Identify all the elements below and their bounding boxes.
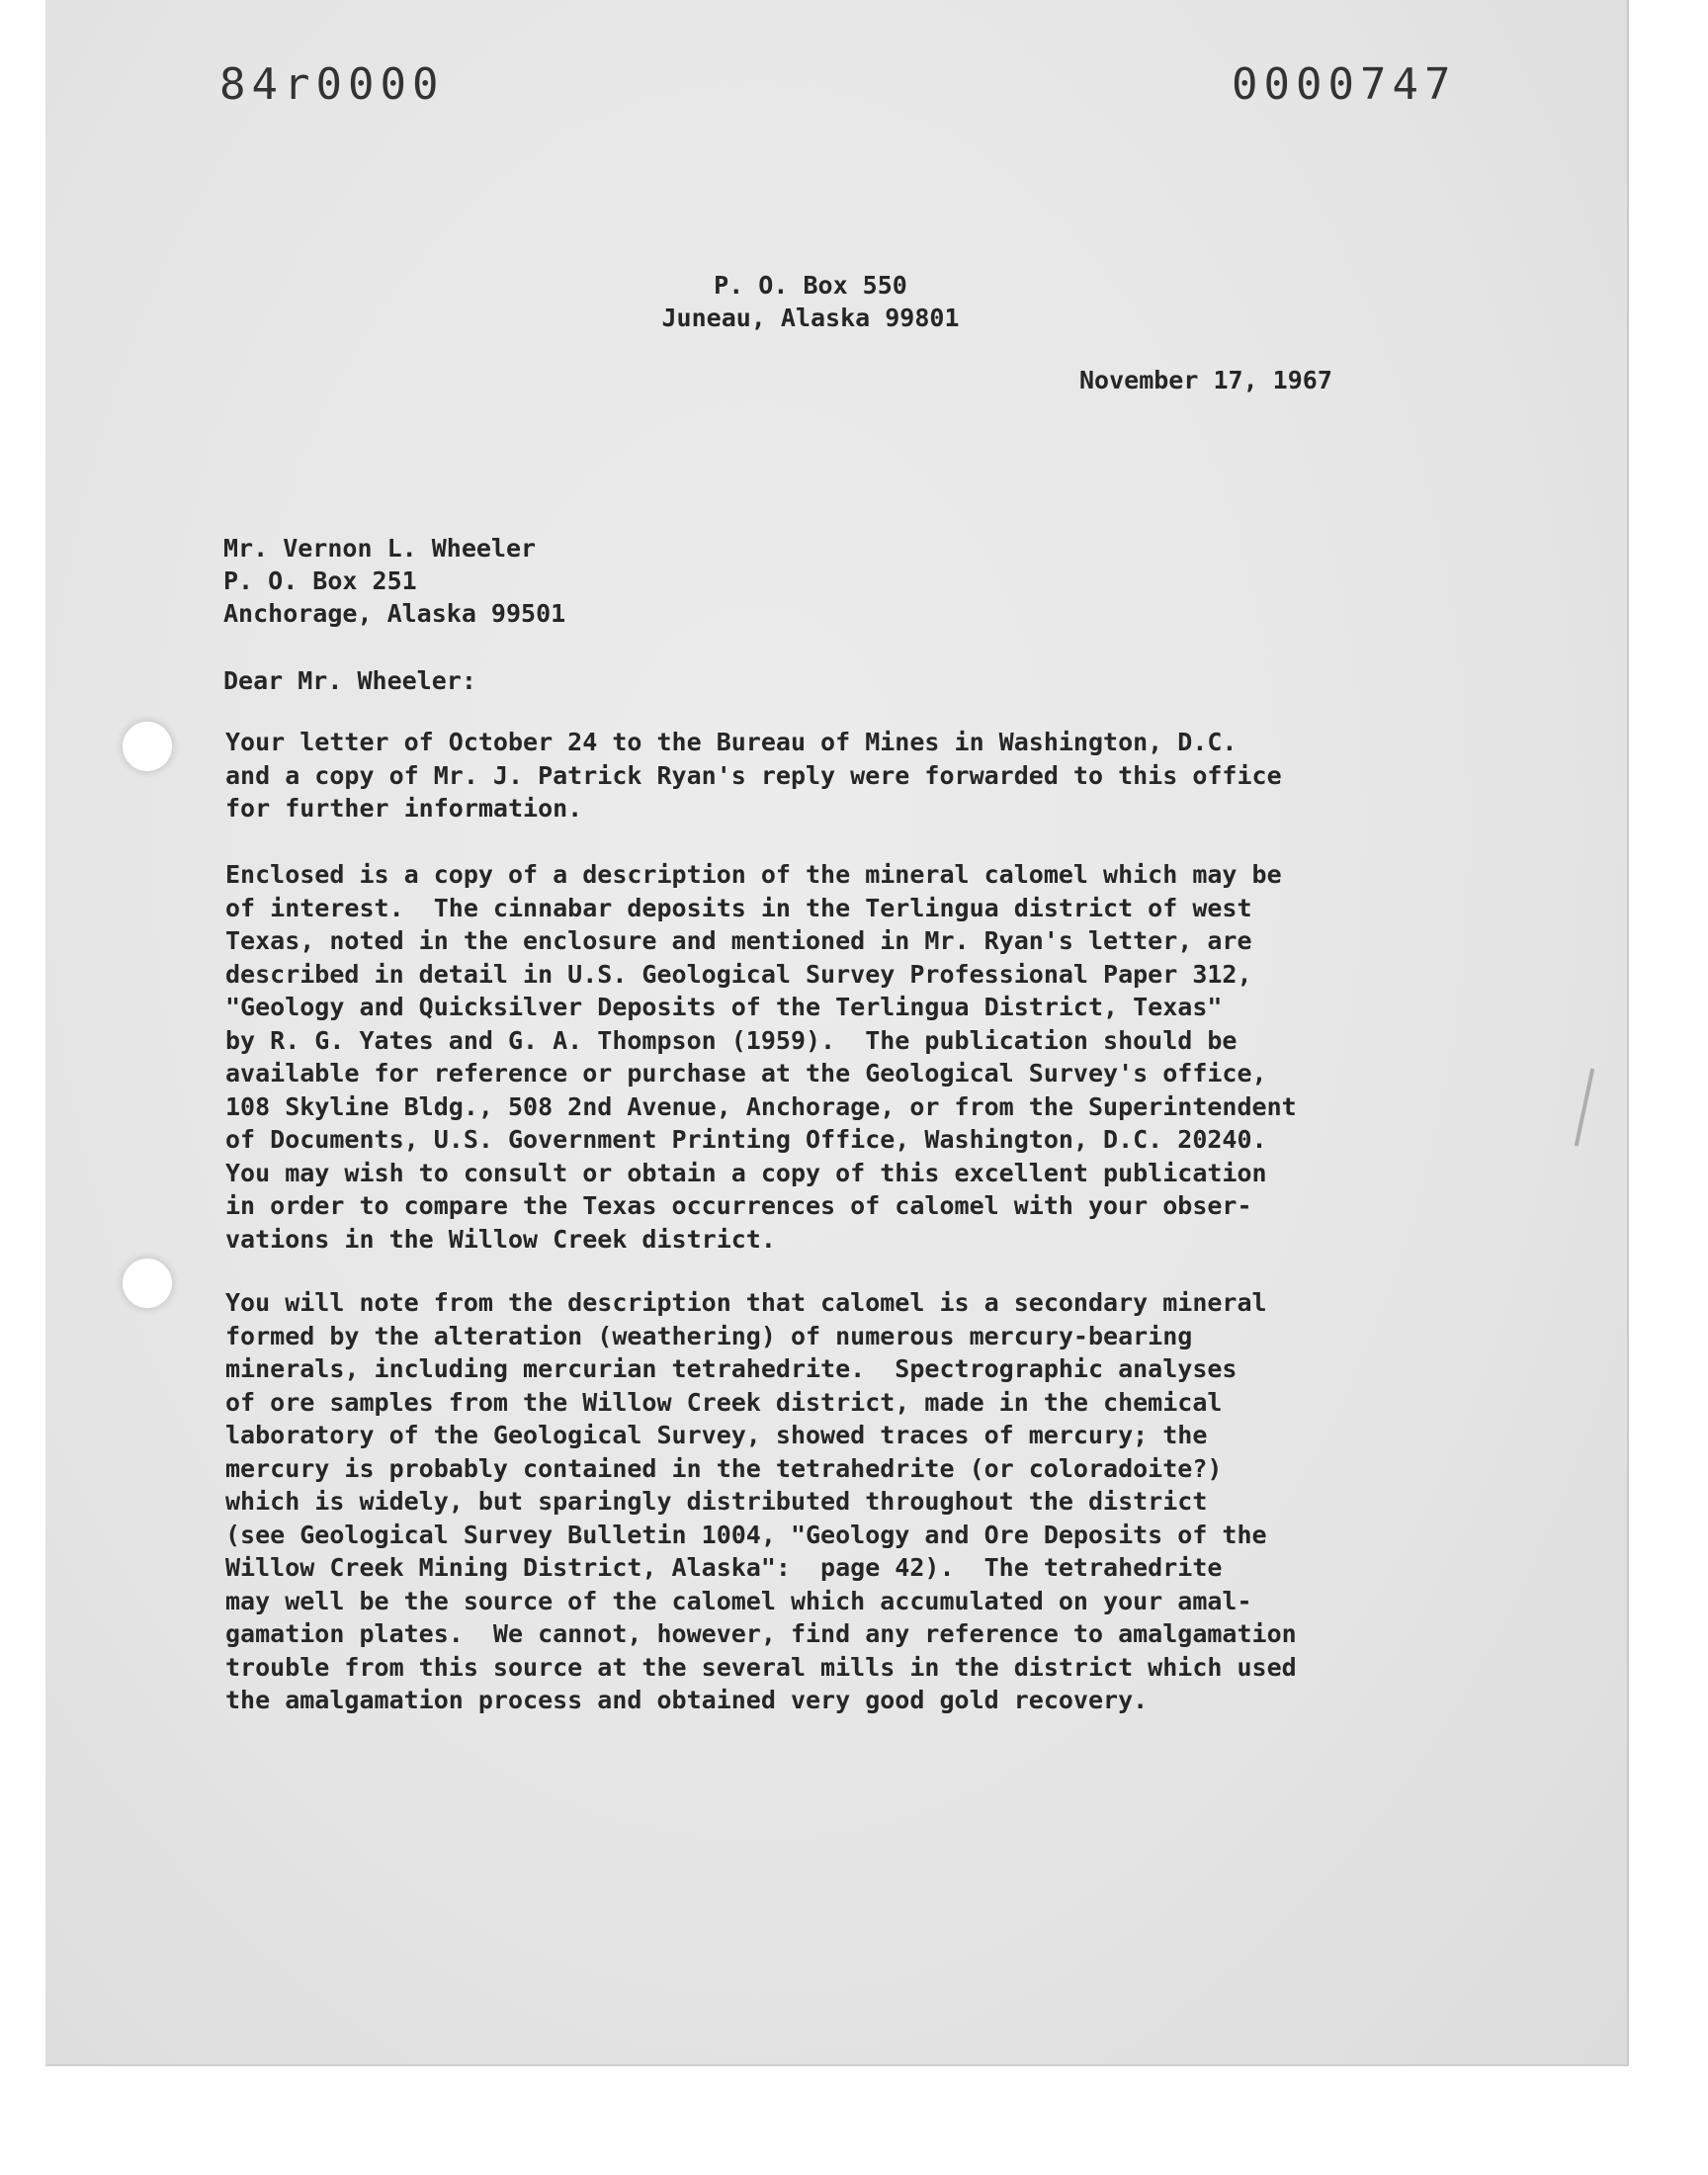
paragraph-3: You will note from the description that calomel is a secondary mineral formed by the alteration (weathering) of numerous mercury-bearing minerals, including mercurian tetrahedrite. Spectrographic analyses of ore samples from the Willow Creek district, made in the chemical laboratory of the Geological Survey, showed traces of mercury; the mercury is probably contained in the tetrahedrite (or coloradoite?) which is widely, but sparingly distributed throughout the district (see Geological Survey Bulletin 1004, "Geology and Ore Deposits of the Willow Creek Mining District, Alaska": page 42). The tetrahedrite may well be the source of the calomel which accumulated on your amal- gamation plates. We cannot, however, find any reference to amalgamation trouble from this source at the several mills in the district which used the amalgamation process and obtained very good gold recovery. xyxy=(225,1288,1297,1714)
paragraph-1: Your letter of October 24 to the Bureau of Mines in Washington, D.C. and a copy of Mr. J. Patrick Ryan's reply were forwarded to this office for further information. xyxy=(225,728,1282,823)
recipient-line: P. O. Box 251 xyxy=(223,566,417,595)
salutation: Dear Mr. Wheeler: xyxy=(223,666,476,695)
punch-hole-bottom xyxy=(123,1259,172,1308)
return-address-line: Juneau, Alaska 99801 xyxy=(661,304,960,332)
paragraph-2: Enclosed is a copy of a description of the mineral calomel which may be of interest. The cinnabar deposits in the Terlingua district of west Texas, noted in the enclosure and mentioned in Mr. Ryan's letter, are described in detail in U.S. Geological Survey Professional Paper 312, "Geology and Quicksilver Deposits of the Terlingua District, Texas" by R. G. Yates and G. A. Thompson (1959). The publication should be available for reference or purchase at the Geological Survey's office, 108 Skyline Bldg., 508 2nd Avenue, Anchorage, or from the Superintendent of Documents, U.S. Government Printing Office, Washington, D.C. 20240. You may wish to consult or obtain a copy of this excellent publication in order to compare the Texas occurrences of calomel with your obser- vations in the Willow Creek district. xyxy=(225,860,1297,1254)
letter-date: November 17, 1967 xyxy=(1079,366,1332,394)
return-address-line: P. O. Box 550 xyxy=(714,271,907,300)
recipient-address xyxy=(223,532,565,630)
punch-hole-top xyxy=(123,722,172,771)
recipient-line: Mr. Vernon L. Wheeler xyxy=(223,534,537,563)
document-number-left: 84r0000 xyxy=(219,59,445,110)
ink-mark xyxy=(1575,1068,1595,1146)
recipient-line: Anchorage, Alaska 99501 xyxy=(223,599,566,628)
document-number-right: 0000747 xyxy=(1232,59,1457,110)
return-address xyxy=(633,269,988,334)
